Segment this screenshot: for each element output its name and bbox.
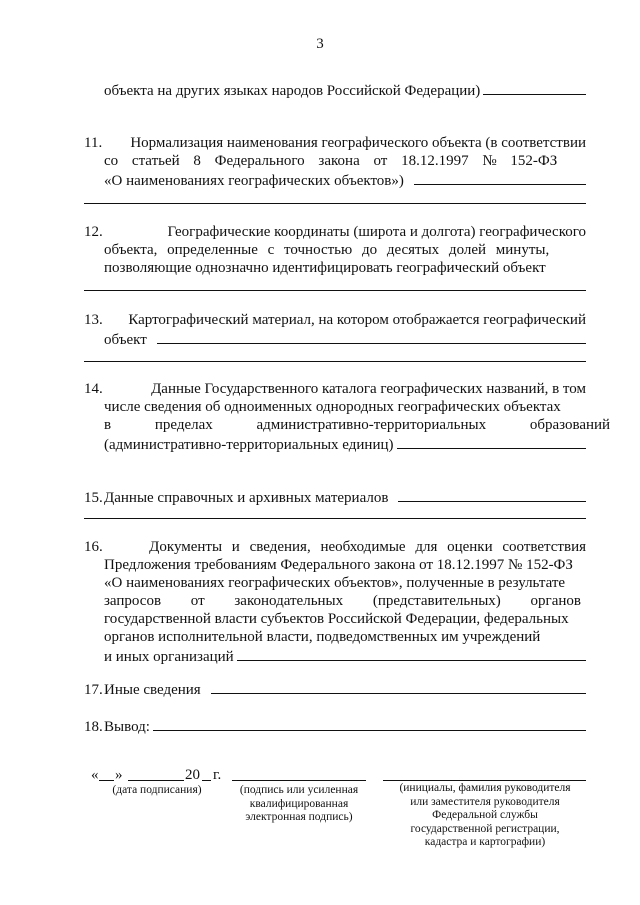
item-12-number: 12. — [84, 224, 103, 240]
name-caption-line-5: кадастра и картографии) — [424, 836, 546, 848]
item-16-text-3: «О наименованиях географических объектов», полученные в результате — [104, 575, 566, 591]
name-caption-line-2: или заместителя руководителя — [410, 795, 560, 808]
item-14-text-4: (административно-территориальных единиц) — [104, 437, 394, 453]
item-16-line-2 — [104, 555, 586, 575]
item-17-text-1: Иные сведения — [104, 682, 201, 698]
date-year-prefix: 20 — [185, 767, 200, 783]
item-11-text-2: со статьей 8 Федерального закона от 18.12.1997 № 152-ФЗ — [104, 153, 558, 169]
date-caption: (дата подписания) — [112, 784, 202, 796]
item-17-line-1 — [84, 678, 586, 698]
item-12-line-1 — [84, 222, 586, 242]
item-11-answer-line[interactable] — [414, 169, 586, 185]
signature-field[interactable] — [232, 780, 366, 781]
item-15-extra-line[interactable] — [84, 518, 586, 519]
signature-caption-line-3: электронная подпись) — [245, 811, 353, 823]
item-10-answer-line[interactable] — [483, 79, 586, 95]
item-12-line-3 — [104, 258, 586, 278]
item-14-text-1: Данные Государственного каталога географических названий, в том — [151, 381, 586, 397]
item-17-number: 17. — [84, 682, 103, 698]
item-12-text-2: объекта, определенные с точностью до десятых долей минуты, — [104, 242, 550, 258]
item-14-line-4 — [104, 433, 586, 453]
item-15-line-1 — [84, 486, 586, 506]
item-12-line-2 — [104, 240, 586, 260]
item-13-text-2: объект — [104, 332, 147, 348]
name-caption — [380, 782, 590, 850]
item-16-number: 16. — [84, 539, 103, 555]
name-caption-line-1: (инициалы, фамилия руководителя — [399, 782, 571, 794]
item-12-text-3: позволяющие однозначно идентифицировать географический объект — [104, 260, 546, 276]
item-13-text-1: Картографический материал, на котором отображается географический — [128, 312, 586, 328]
item-16-line-1 — [84, 537, 586, 557]
item-16-answer-line[interactable] — [237, 645, 586, 661]
item-11-line-2 — [104, 151, 586, 171]
item-13-answer-line[interactable] — [157, 328, 586, 344]
item-11-number: 11. — [84, 135, 103, 151]
date-year-suffix: г. — [213, 767, 222, 783]
item-10-tail — [104, 79, 586, 99]
item-11-line-3 — [104, 169, 586, 189]
item-15-text-1: Данные справочных и архивных материалов — [104, 490, 389, 506]
item-14-line-3 — [104, 415, 611, 435]
date-month-field[interactable] — [128, 780, 184, 781]
item-16-text-1: Документы и сведения, необходимые для оценки соответствия — [149, 539, 586, 555]
name-field[interactable] — [383, 780, 586, 781]
item-16-text-7: и иных организаций — [104, 649, 234, 665]
item-14-answer-line[interactable] — [397, 433, 586, 449]
item-11-text-1: Нормализация наименования географического объекта (в соответствии — [130, 135, 586, 151]
item-16-line-3 — [104, 573, 586, 593]
item-16-text-4: запросов от законодательных (представительных) органов — [104, 593, 581, 609]
item-15-number: 15. — [84, 490, 103, 506]
item-14-line-2 — [104, 397, 586, 417]
item-11-extra-line[interactable] — [84, 203, 586, 204]
item-16-line-7 — [104, 645, 586, 665]
name-caption-line-4: государственной регистрации, — [410, 822, 560, 835]
item-11-text-3: «О наименованиях географических объектов») — [104, 173, 404, 189]
item-16-text-2: Предложения требованиям Федерального закона от 18.12.1997 № 152-ФЗ — [104, 557, 573, 573]
item-13-line-2 — [104, 328, 586, 348]
item-11-line-1 — [84, 133, 586, 153]
item-13-extra-line[interactable] — [84, 361, 586, 362]
date-quote-close: » — [115, 767, 123, 783]
item-18-answer-line[interactable] — [153, 715, 586, 731]
item-17-answer-line[interactable] — [211, 678, 586, 694]
date-quote-open: « — [91, 767, 99, 783]
item-12-text-1: Географические координаты (широта и долгота) географического — [167, 224, 586, 240]
item-16-line-6 — [104, 627, 586, 647]
item-14-line-1 — [84, 379, 586, 399]
item-15-answer-line[interactable] — [398, 486, 586, 502]
date-year-field[interactable] — [202, 780, 211, 781]
name-caption-line-3: Федеральной службы — [432, 809, 538, 821]
item-16-text-6: органов исполнительной власти, подведомственных им учреждений — [104, 629, 541, 645]
item-16-line-5 — [104, 609, 586, 629]
item-13-line-1 — [84, 310, 586, 330]
item-16-text-5: государственной власти субъектов Российской Федерации, федеральных — [104, 611, 569, 627]
item-10-tail-text: объекта на других языках народов Российской Федерации) — [104, 83, 481, 99]
item-13-number: 13. — [84, 312, 103, 328]
item-14-number: 14. — [84, 381, 103, 397]
date-day-field[interactable] — [99, 780, 114, 781]
item-16-line-4 — [104, 591, 586, 611]
item-18-text-1: Вывод: — [104, 719, 150, 735]
item-14-text-3: в пределах административно-территориальных образований — [104, 417, 611, 433]
item-18-number: 18. — [84, 719, 103, 735]
signature-caption — [228, 784, 370, 825]
page-number: 3 — [316, 36, 324, 52]
item-18-line-1 — [84, 715, 586, 735]
signature-caption-line-1: (подпись или усиленная — [239, 784, 359, 796]
item-14-text-2: числе сведения об одноименных однородных географических объектах — [104, 399, 561, 415]
item-12-answer-line[interactable] — [84, 290, 586, 291]
signature-caption-line-2: квалифицированная — [249, 797, 349, 810]
